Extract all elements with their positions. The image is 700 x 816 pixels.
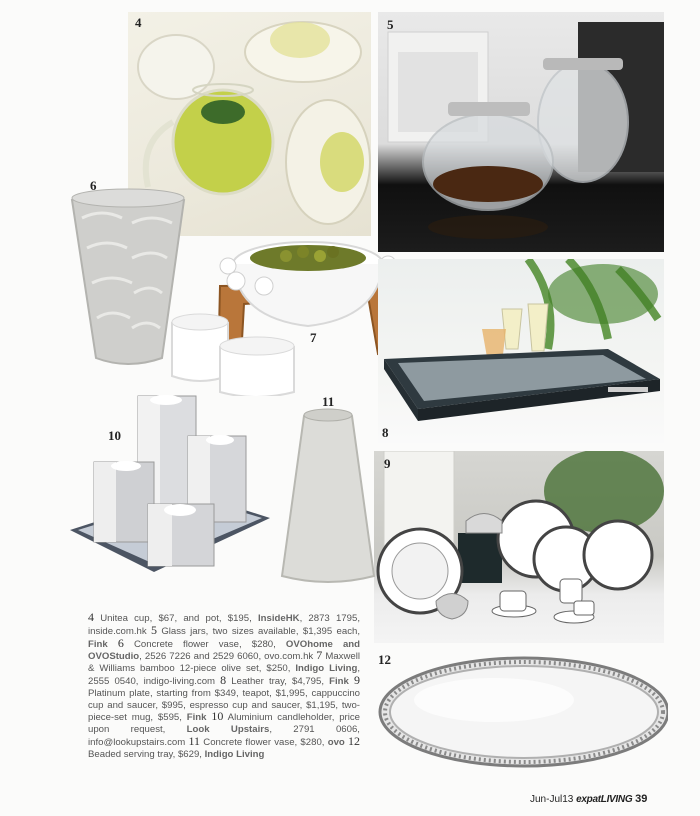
label-9: 9	[384, 456, 391, 471]
label-11: 11	[322, 394, 335, 409]
label-12: 12	[378, 652, 391, 667]
glass-jars-photo	[378, 12, 664, 252]
magazine-logo: expatLIVING	[576, 794, 633, 805]
label-8: 8	[382, 425, 389, 440]
concrete-vase-photo	[278, 394, 378, 590]
issue-date: Jun-Jul13	[530, 794, 574, 805]
beaded-tray-photo	[374, 652, 668, 768]
label-10: 10	[108, 428, 121, 443]
dinnerware-photo	[374, 451, 664, 643]
olive-set-photo	[168, 226, 408, 396]
label-6: 6	[90, 178, 97, 193]
product-caption: 4 Unitea cup, $67, and pot, $195, InsideHK, 2873 1795, inside.com.hk 5 Glass jars, two sizes available, $1,395 each, Fink 6 Concrete flower vase, $280, OVOhome and OVOStudio, 2526 7226 and 2529 6060, ovo.com.hk 7 Maxwell & Williams bamboo 12-piece olive set, $250, Indigo Living, 2555 0540, indigo-living.com 8 Leather tray, $4,795, Fink 9 Platinum plate, starting from $349, teapot, $1,995, cappuccino cup and saucer, $995, espresso cup and saucer, $1,195, two-piece-set mug, $595, Fink 10 Aluminium candleholder, price upon request, Look Upstairs, 2791 0606, info@lookupstairs.com 11 Concrete flower vase, $280, ovo 12 Beaded serving tray, $629, Indigo Living	[88, 610, 361, 760]
candleholder-photo	[68, 392, 270, 584]
label-7: 7	[310, 330, 317, 345]
page-number: 39	[635, 793, 648, 805]
page-footer	[530, 793, 647, 805]
leather-tray-photo	[378, 259, 664, 443]
label-4: 4	[135, 15, 142, 30]
label-5: 5	[387, 17, 394, 32]
